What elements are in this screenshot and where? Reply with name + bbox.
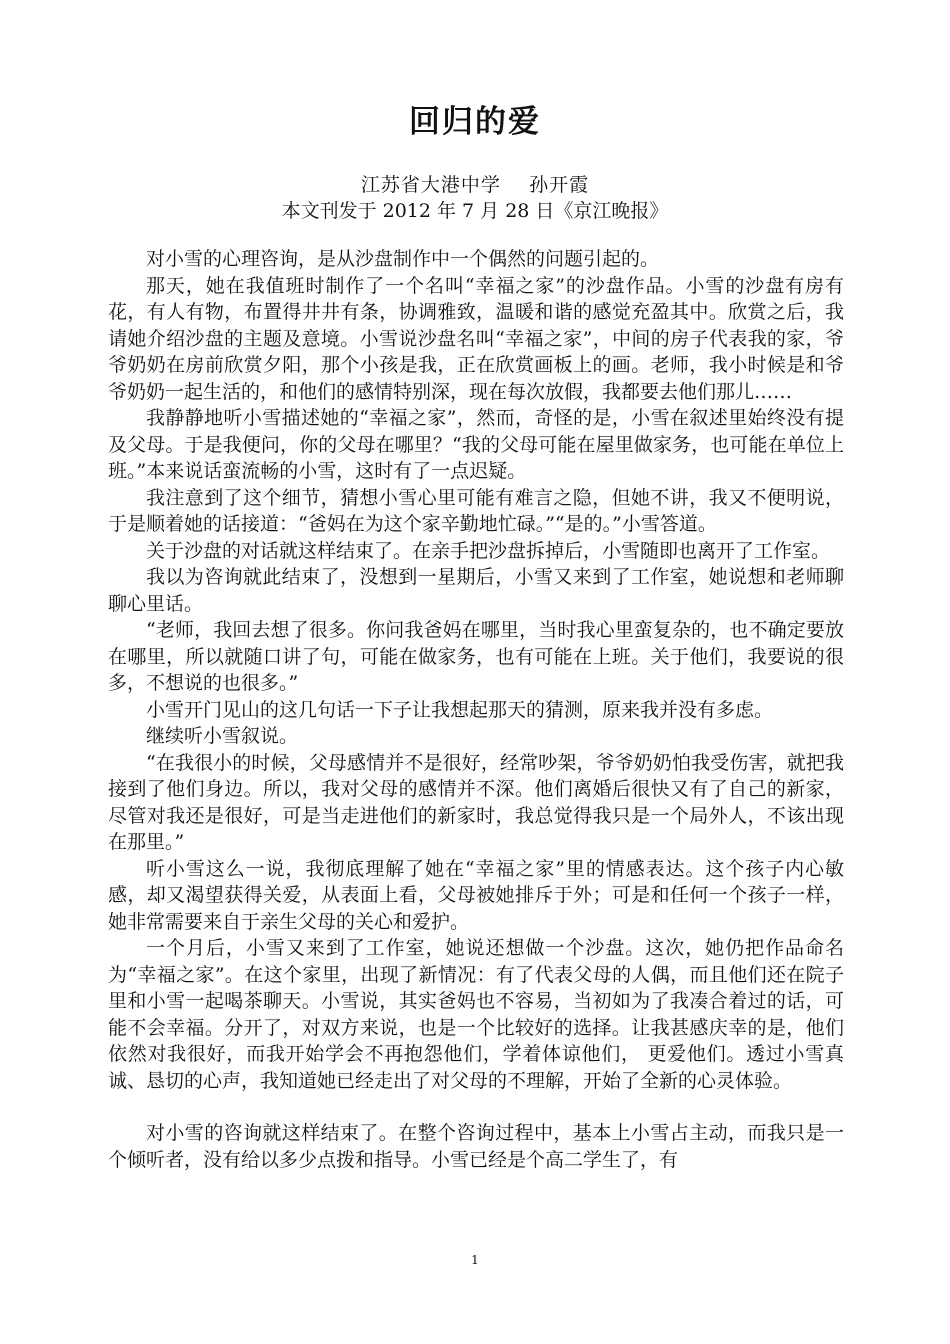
author-line: 江苏省大港中学 孙开霞: [360, 174, 590, 196]
paragraph: “在我很小的时候，父母感情并不是很好，经常吵架，爷爷奶奶怕我受伤害，就把我接到了他们身边。所以，我对父母的感情并不深。他们离婚后很快又有了自己的新家，尽管对我还是很好，可是当走进他们的新家时，我总觉得我只是一个局外人，不该出现在那里。”: [108, 751, 844, 853]
paragraph: 我静静地听小雪描述她的“幸福之家”，然而，奇怪的是，小雪在叙述里始终没有提及父母。于是我便问，你的父母在哪里？“我的父母可能在屋里做家务，也可能在单位上班。”本来说话蛮流畅的小雪，这时有了一点迟疑。: [108, 407, 844, 482]
paragraph: 对小雪的咨询就这样结束了。在整个咨询过程中，基本上小雪占主动，而我只是一个倾听者，没有给以多少点拨和指导。小雪已经是个高二学生了，有: [108, 1122, 844, 1171]
page-number: 1: [471, 1253, 479, 1267]
article-body: [108, 246, 844, 1173]
paragraph: 听小雪这么一说，我彻底理解了她在“幸福之家”里的情感表达。这个孩子内心敏感，却又渴望获得关爱，从表面上看，父母被她排斥于外；可是和任何一个孩子一样，她非常需要来自于亲生父母的关心和爱护。: [108, 857, 844, 933]
paragraph: 那天，她在我值班时制作了一个名叫“幸福之家”的沙盘作品。小雪的沙盘有房有花，有人有物，布置得井井有条，协调雅致，温暖和谐的感觉充盈其中。欣赏之后，我请她介绍沙盘的主题及意境。小雪说沙盘名叫“幸福之家”，中间的房子代表我的家，爷爷奶奶在房前欣赏夕阳，那个小孩是我，正在欣赏画板上的画。老师，我小时候是和爷爷奶奶一起生活的，和他们的感情特别深，现在每次放假，我都要去他们那儿……: [108, 274, 844, 403]
paragraph: 关于沙盘的对话就这样结束了。在亲手把沙盘拆掉后，小雪随即也离开了工作室。: [146, 539, 831, 562]
paragraph: 小雪开门见山的这几句话一下子让我想起那天的猜测，原来我并没有多虑。: [146, 698, 774, 721]
paragraph: 继续听小雪叙说。: [146, 725, 299, 747]
paragraph: 一个月后，小雪又来到了工作室，她说还想做一个沙盘。这次，她仍把作品命名为“幸福之家”。在这个家里，出现了新情况：有了代表父母的人偶，而且他们还在院子里和小雪一起喝茶聊天。小雪说，其实爸妈也不容易，当初如为了我凑合着过的话，可能不会幸福。分开了，对双方来说，也是一个比较好的选择。让我甚感庆幸的是，他们依然对我很好，而我开始学会不再抱怨他们，学着体谅他们， 更爱他们。透过小雪真诚、恳切的心声，我知道她已经走出了对父母的不理解，开始了全新的心灵体验。: [108, 937, 844, 1092]
paragraph: 我以为咨询就此结束了，没想到一星期后，小雪又来到了工作室，她说想和老师聊聊心里话。: [108, 566, 844, 615]
article-title: 回归的爱: [409, 104, 541, 140]
paragraph: 对小雪的心理咨询，是从沙盘制作中一个偶然的问题引起的。: [146, 248, 660, 270]
paragraph: “老师，我回去想了很多。你问我爸妈在哪里，当时我心里蛮复杂的，也不确定要放在哪里，所以就随口讲了句，可能在做家务，也有可能在上班。关于他们，我要说的很多，不想说的也很多。”: [108, 619, 844, 694]
paragraph: 我注意到了这个细节，猜想小雪心里可能有难言之隐，但她不讲，我又不便明说，于是顺着她的话接道：“爸妈在为这个家辛勤地忙碌。”“是的。”小雪答道。: [108, 486, 844, 535]
publication-line: 本文刊发于 2012 年 7 月 28 日《京江晚报》: [281, 200, 669, 222]
